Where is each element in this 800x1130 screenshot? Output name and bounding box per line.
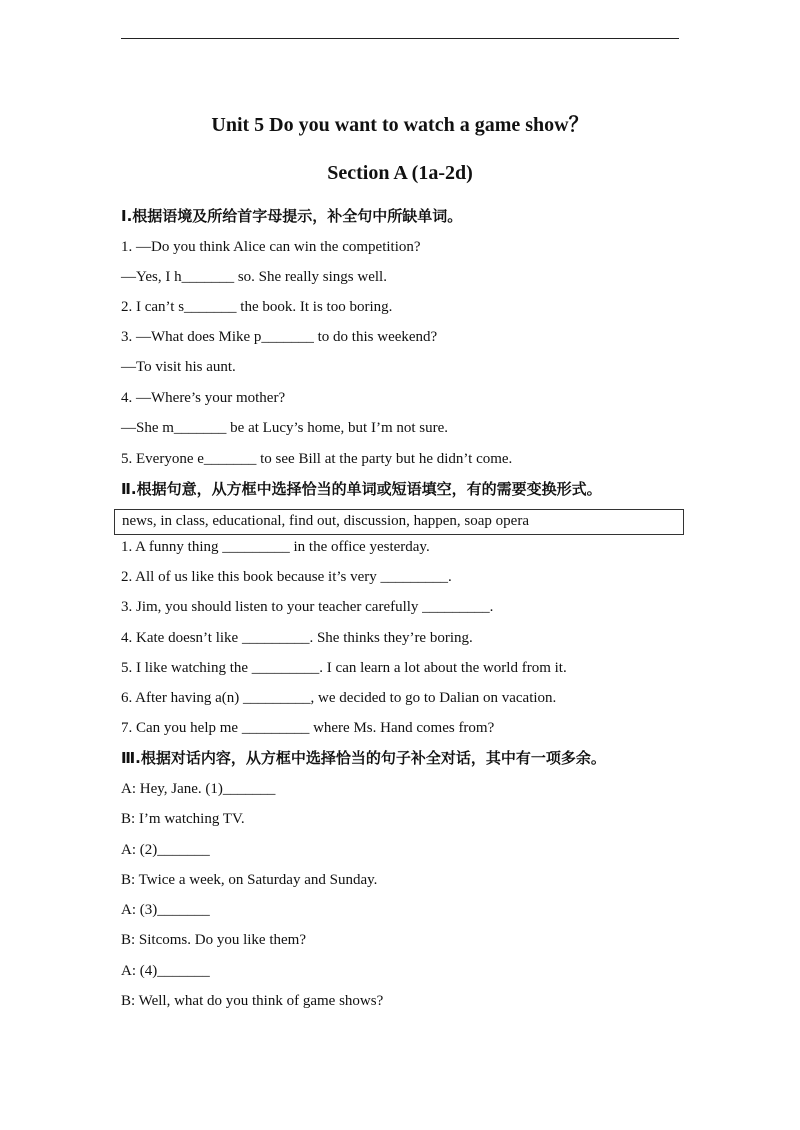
part1-line: 2. I can’t s_______ the book. It is too boring. — [121, 299, 393, 315]
part1-heading: Ⅰ.根据语境及所给首字母提示，补全句中所缺单词。 — [121, 207, 463, 225]
part2-line: 2. All of us like this book because it’s very _________. — [121, 569, 452, 585]
part1-line: 3. —What does Mike p_______ to do this weekend? — [121, 329, 438, 345]
dialog-line: B: Sitcoms. Do you like them? — [121, 932, 306, 948]
dialog-line: B: Well, what do you think of game shows? — [121, 993, 384, 1009]
part2-line: 3. Jim, you should listen to your teacher carefully _________. — [121, 599, 494, 615]
dialog-line: A: Hey, Jane. (1)_______ — [121, 781, 276, 797]
section-subtitle: Section A (1a-2d) — [327, 162, 473, 184]
dialog-line: A: (4)_______ — [121, 963, 210, 979]
part1-line: 1. —Do you think Alice can win the competition? — [121, 239, 421, 255]
dialog-line: B: Twice a week, on Saturday and Sunday. — [121, 872, 378, 888]
part2-line: 5. I like watching the _________. I can learn a lot about the world from it. — [121, 660, 567, 676]
part1-line: 4. —Where’s your mother? — [121, 390, 286, 406]
word-box-text: news, in class, educational, find out, discussion, happen, soap opera — [122, 513, 529, 529]
part2-line: 4. Kate doesn’t like _________. She thinks they’re boring. — [121, 630, 473, 646]
part2-line: 1. A funny thing _________ in the office yesterday. — [121, 539, 430, 555]
page-title: Unit 5 Do you want to watch a game show？ — [211, 114, 589, 136]
part2-heading: Ⅱ.根据句意，从方框中选择恰当的单词或短语填空，有的需要变换形式。 — [121, 480, 602, 498]
part1-line: —Yes, I h_______ so. She really sings well. — [121, 269, 387, 285]
header-rule — [121, 38, 679, 39]
part1-line: —She m_______ be at Lucy’s home, but I’m not sure. — [121, 420, 449, 436]
dialog-line: B: I’m watching TV. — [121, 811, 245, 827]
part1-line: 5. Everyone e_______ to see Bill at the party but he didn’t come. — [121, 451, 513, 467]
part1-line: —To visit his aunt. — [121, 359, 236, 375]
part3-heading: Ⅲ.根据对话内容，从方框中选择恰当的句子补全对话，其中有一项多余。 — [121, 749, 606, 767]
part2-line: 7. Can you help me _________ where Ms. Hand comes from? — [121, 720, 495, 736]
dialog-line: A: (3)_______ — [121, 902, 210, 918]
part2-line: 6. After having a(n) _________, we decided to go to Dalian on vacation. — [121, 690, 557, 706]
word-box — [114, 509, 684, 535]
dialog-line: A: (2)_______ — [121, 842, 210, 858]
